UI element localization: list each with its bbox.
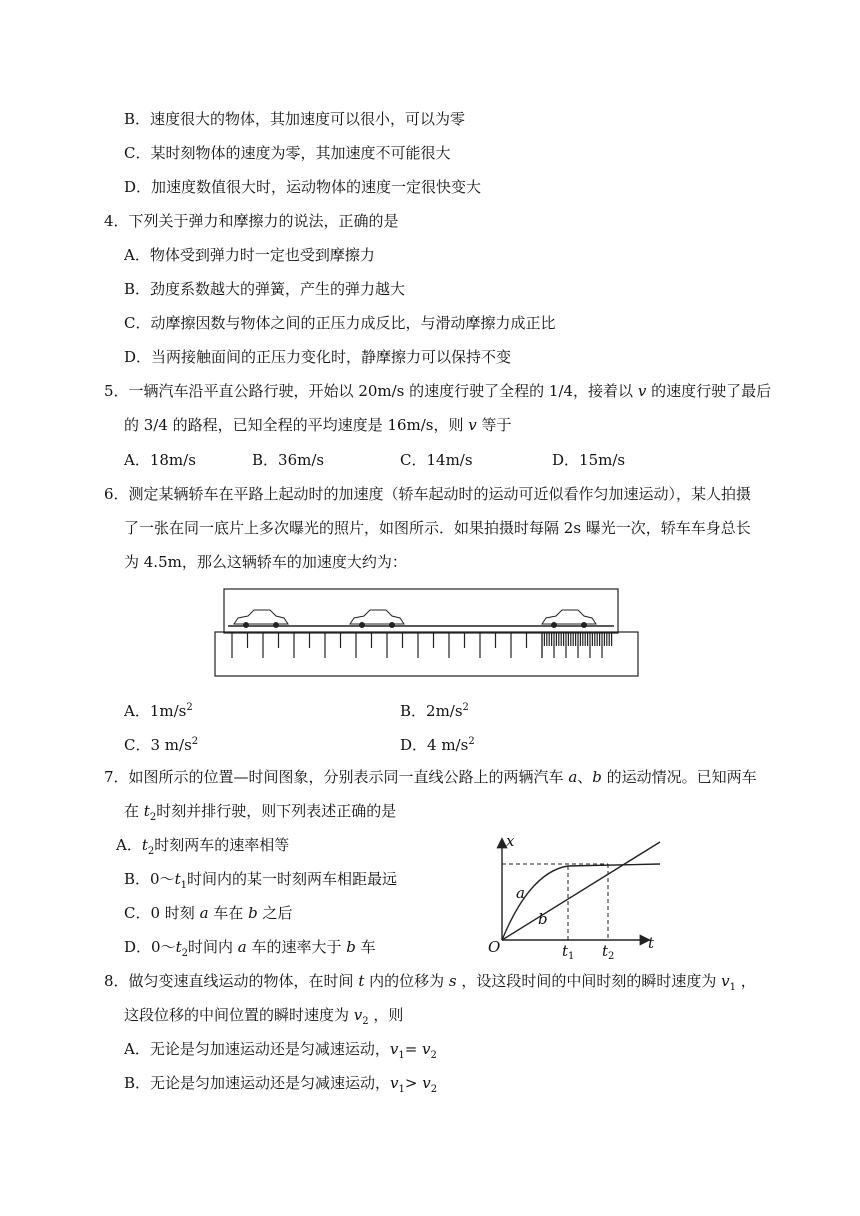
curve-a-label: a: [516, 884, 525, 902]
q5-option-c: C．14m/s: [400, 451, 473, 469]
q6-stem-line2: 了一张在同一底片上多次曝光的照片，如图所示．如果拍摄时每隔 2s 曝光一次，轿车车身总长: [124, 519, 751, 537]
q7-option-a: A．$t_2$时刻两车的速率相等: [116, 836, 290, 857]
q3-option-b: B．速度很大的物体，其加速度可以很小，可以为零: [124, 110, 466, 128]
t2-label: $t_2$: [602, 942, 615, 962]
q8-option-a: A．无论是匀加速运动还是匀减速运动，$v_1= v_2$: [124, 1040, 437, 1061]
x-axis-label: x: [506, 832, 515, 850]
q7-option-c: C．0 时刻 a 车在 b 之后: [124, 904, 293, 922]
position-time-graph: [480, 832, 670, 962]
curve-a: [502, 864, 660, 940]
line-b-label: b: [538, 910, 548, 928]
q6-option-c: C．3 $m/s^2$: [124, 736, 199, 754]
q3-option-d: D．加速度数值很大时，运动物体的速度一定很快变大: [124, 178, 482, 196]
q8-stem-line1: 8．做匀变速直线运动的物体，在时间 t 内的位移为 s ，设这段时间的中间时刻的瞬时速度为 $v_1$ ，: [104, 972, 756, 993]
q5-option-d: D．15m/s: [552, 451, 626, 469]
line-b: [502, 842, 660, 940]
q3-option-c: C．某时刻物体的速度为零，其加速度不可能很大: [124, 144, 451, 162]
q5-option-b: B．36m/s: [252, 451, 325, 469]
q6-option-d: D．4 $m/s^2$: [400, 736, 475, 754]
q6-option-b: B．$2m/s^2$: [400, 702, 469, 720]
car-exposure-figure: [214, 588, 640, 678]
q8-stem-line2: 这段位移的中间位置的瞬时速度为 $v_2$ ，则: [124, 1006, 404, 1027]
t-axis-label: t: [648, 934, 655, 952]
q6-stem-line1: 6．测定某辆轿车在平路上起动时的加速度（轿车起动时的运动可近似看作匀加速运动），某人拍摄: [104, 485, 752, 503]
q7-option-b: B．$0\sim t_1$时间内的某一时刻两车相距最远: [124, 870, 397, 891]
q4-option-a: A．物体受到弹力时一定也受到摩擦力: [124, 246, 375, 264]
q7-stem-line1: 7．如图所示的位置—时间图象，分别表示同一直线公路上的两辆汽车 a、b 的运动情况。已知两车: [104, 768, 757, 786]
ruler-ticks: [232, 632, 612, 658]
q6-stem-line3: 为 4.5m，那么这辆轿车的加速度大约为：: [124, 553, 407, 571]
car-icon: [542, 610, 596, 628]
q4-option-c: C．动摩擦因数与物体之间的正压力成反比，与滑动摩擦力成正比: [124, 314, 556, 332]
q7-option-d: D．$0\sim t_2$时间内 a 车的速率大于 b 车: [124, 938, 376, 959]
q8-option-b: B．无论是匀加速运动还是匀减速运动，$v_1> v_2$: [124, 1074, 438, 1095]
q4-stem: 4．下列关于弹力和摩擦力的说法，正确的是: [104, 212, 399, 230]
car-icon: [350, 610, 404, 628]
t1-label: $t_1$: [562, 942, 575, 962]
q4-option-d: D．当两接触面间的正压力变化时，静摩擦力可以保持不变: [124, 348, 512, 366]
car-icon: [234, 610, 288, 628]
origin-label: O: [488, 938, 501, 956]
q7-stem-line2: 在 $t_2$时刻并排行驶，则下列表述正确的是: [124, 802, 397, 823]
q5-option-a: A．18m/s: [124, 451, 196, 469]
q6-option-a: A．$1m/s^2$: [124, 702, 193, 720]
q5-stem-line1: 5．一辆汽车沿平直公路行驶，开始以 20m/s 的速度行驶了全程的 1/4，接着以 v 的速度行驶了最后: [104, 382, 772, 400]
q4-option-b: B．劲度系数越大的弹簧，产生的弹力越大: [124, 280, 406, 298]
q5-stem-line2: 的 3/4 的路程，已知全程的平均速度是 16m/s，则 v 等于: [124, 416, 512, 434]
q5-options: [124, 450, 724, 470]
